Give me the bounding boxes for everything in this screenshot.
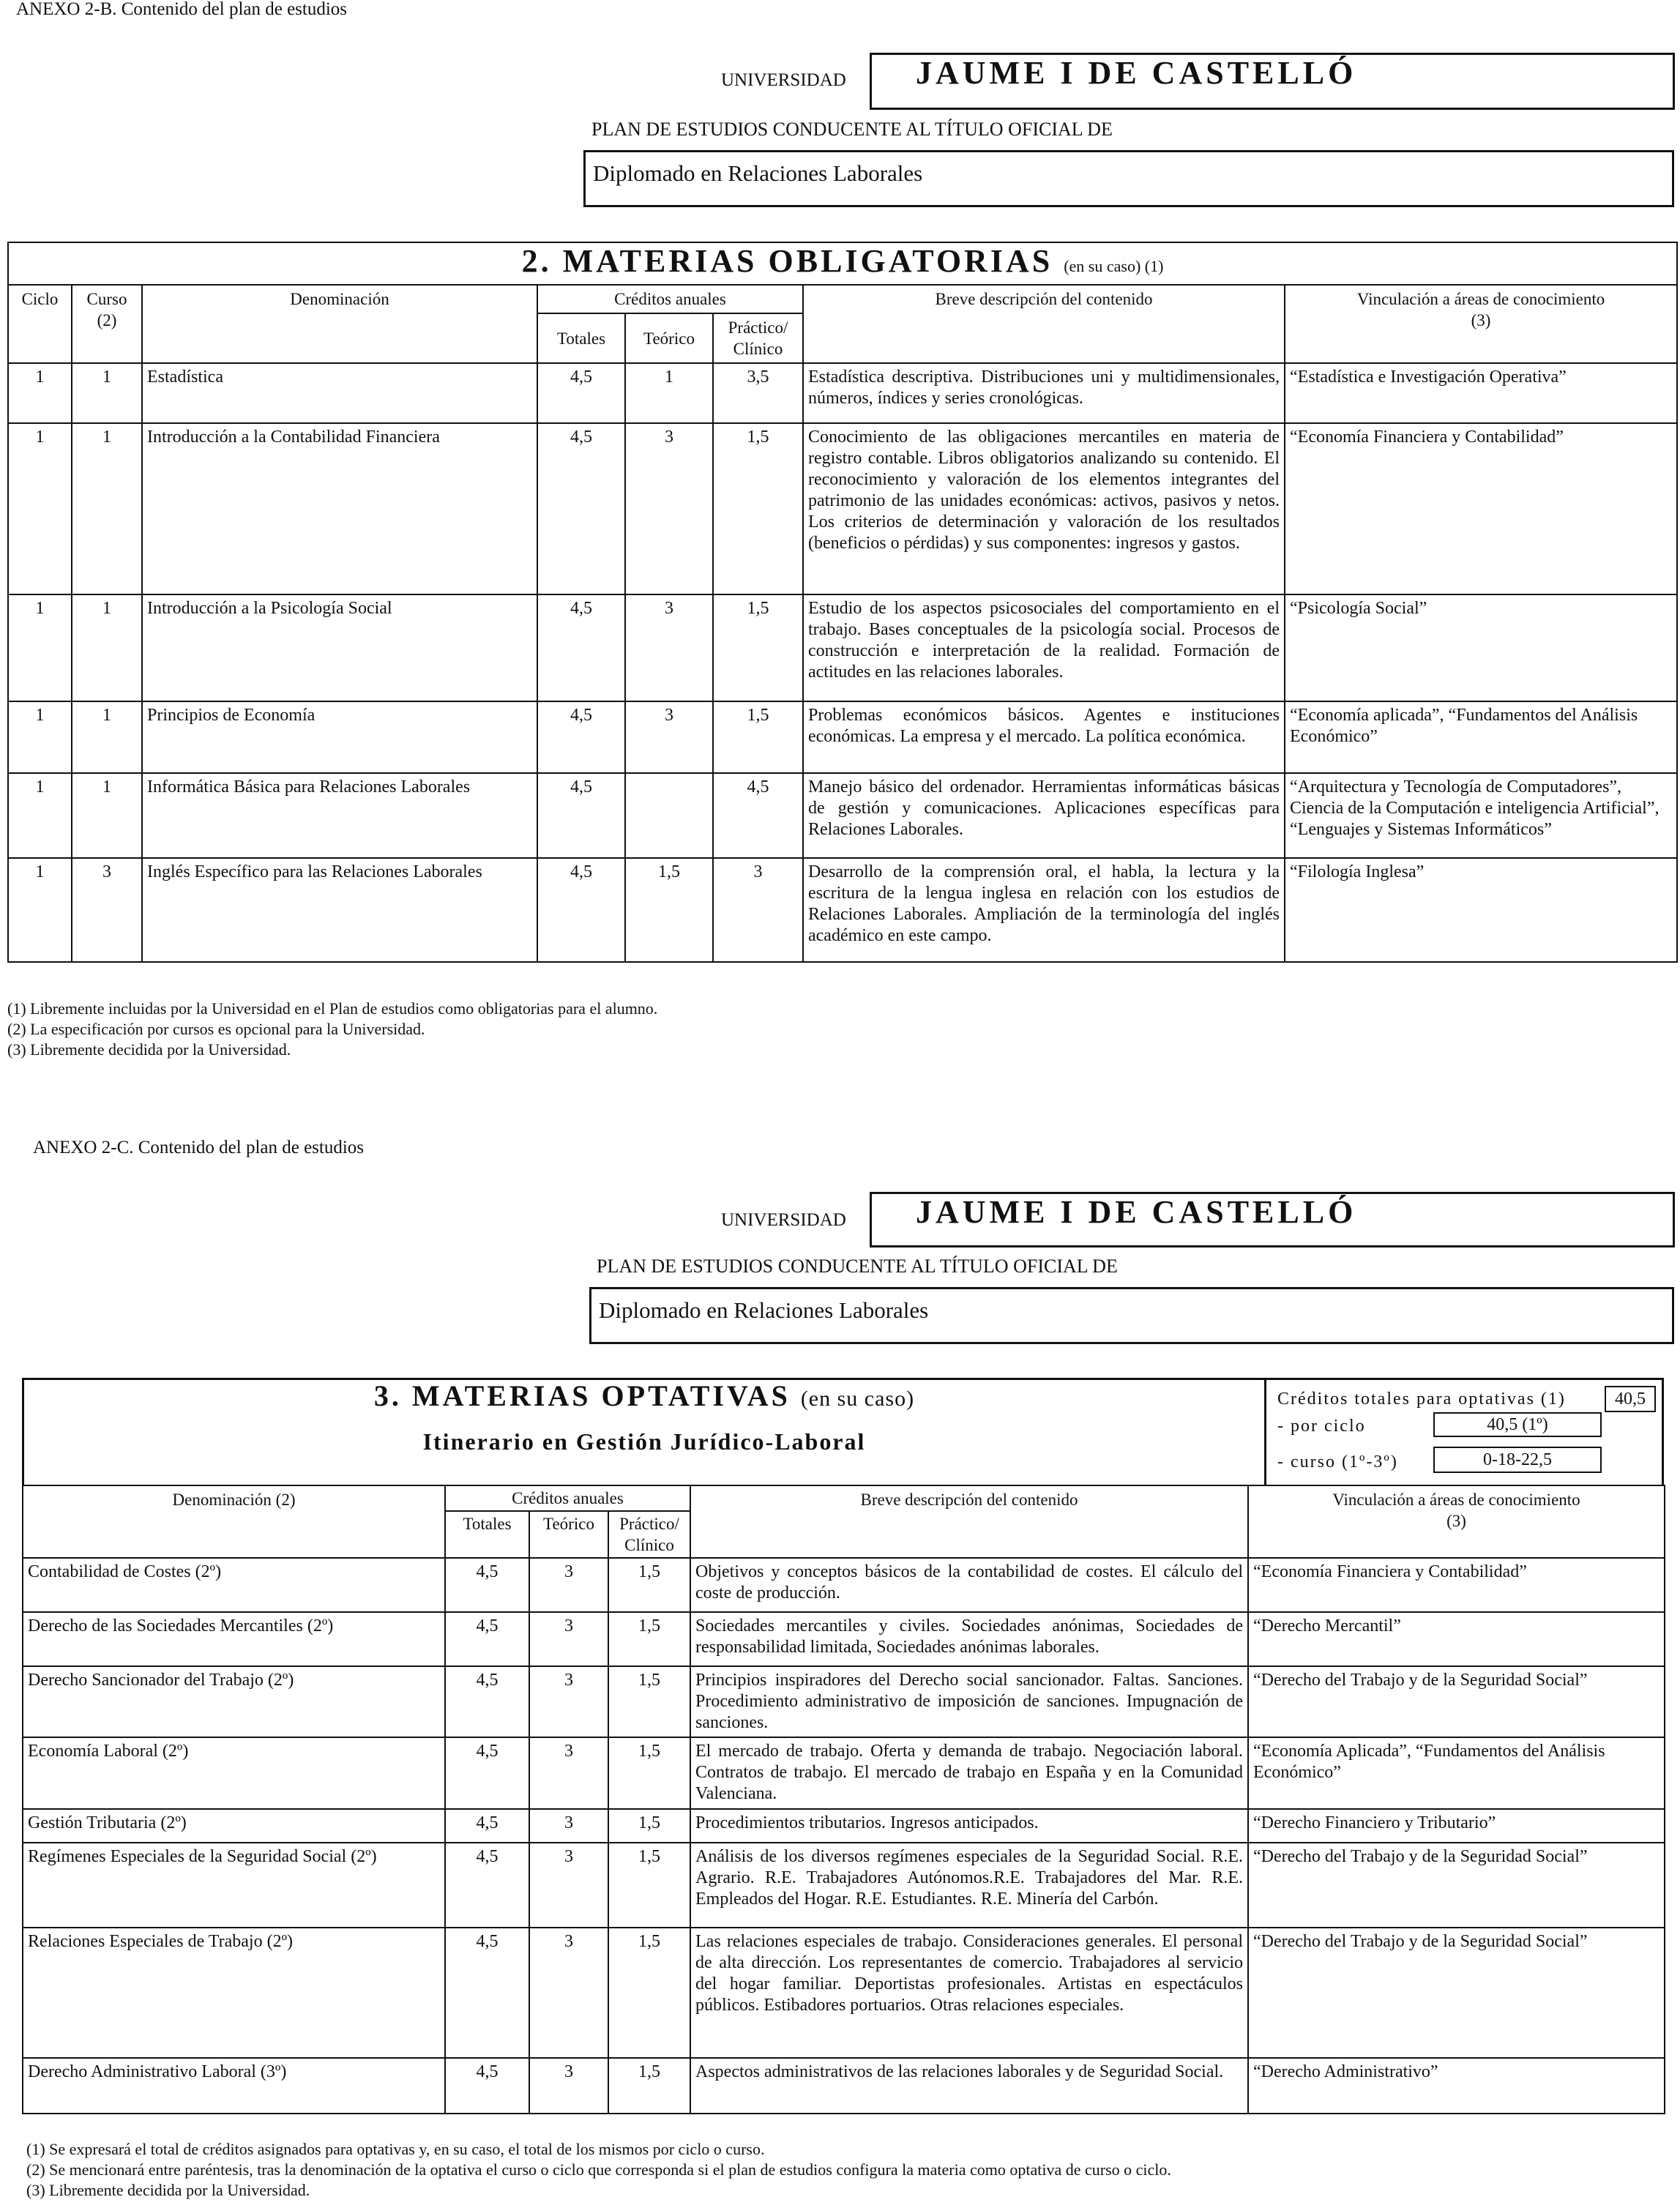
- cell-denominacion: Introducción a la Psicología Social: [142, 594, 537, 701]
- cell-descripcion: Análisis de los diversos regímenes especiales de la Seguridad Social. R.E. Agrario. R.E. Trabajadores Autónomos.R.E. Trabajadores del Mar. R.E. Empleados del Hogar. R.E. Estudiantes. R.E. Minería del Carbón.: [690, 1843, 1248, 1928]
- cell-denominacion: Derecho Sancionador del Trabajo (2º): [23, 1666, 445, 1737]
- cell-teorico: 1,5: [625, 858, 713, 962]
- cell-teorico: 3: [625, 701, 713, 773]
- cell-areas: “Economía Financiera y Contabilidad”: [1248, 1558, 1665, 1612]
- credits-total-value: 40,5: [1605, 1386, 1656, 1412]
- table-row: [23, 1843, 1665, 1928]
- section-title-text: 2. MATERIAS OBLIGATORIAS: [521, 243, 1053, 279]
- cell-areas: “Derecho del Trabajo y de la Seguridad Social”: [1248, 1843, 1665, 1928]
- cell-denominacion: Informática Básica para Relaciones Laborales: [142, 773, 537, 858]
- cell-ciclo: 1: [8, 363, 72, 423]
- cell-descripcion: Problemas económicos básicos. Agentes e instituciones económicas. La empresa y el mercado. La política económica.: [803, 701, 1285, 773]
- cell-denominacion: Principios de Economía: [142, 701, 537, 773]
- cell-areas: “Economía aplicada”, “Fundamentos del Análisis Económico”: [1285, 701, 1677, 773]
- col-teorico: Teórico: [529, 1511, 608, 1558]
- cell-practico: 1,5: [608, 1558, 690, 1612]
- cell-teorico: 3: [529, 1737, 608, 1809]
- cell-totales: 4,5: [445, 1612, 529, 1666]
- cell-areas: “Psicología Social”: [1285, 594, 1677, 701]
- cell-areas: “Filología Inglesa”: [1285, 858, 1677, 962]
- cell-teorico: 3: [529, 1612, 608, 1666]
- cell-practico: 1,5: [713, 423, 803, 594]
- university-label: UNIVERSIDAD: [721, 70, 846, 90]
- cell-totales: 4,5: [445, 1558, 529, 1612]
- divider: [1264, 1378, 1266, 1485]
- cell-practico: 4,5: [713, 773, 803, 858]
- footnote: (1) Se expresará el total de créditos asignados para optativas y, en su caso, el total de los mismos por ciclo o curso.: [26, 2140, 765, 2158]
- cell-teorico: 3: [529, 1928, 608, 2058]
- footnote: (3) Libremente decidida por la Universidad.: [7, 1040, 291, 1059]
- cell-descripcion: Manejo básico del ordenador. Herramientas informáticas básicas de gestión y comunicaciones. Aplicaciones específicas para Relaciones Laborales.: [803, 773, 1285, 858]
- credits-curso-label: - curso (1º-3º): [1277, 1452, 1398, 1472]
- cell-areas: “Arquitectura y Tecnología de Computadores”, Ciencia de la Computación e inteligencia Artificial”, “Lenguajes y Sistemas Informáticos”: [1285, 773, 1677, 858]
- optional-title-text: 3. MATERIAS OPTATIVAS: [373, 1379, 791, 1412]
- col-vinculacion-label: Vinculación a áreas de conocimiento: [1332, 1491, 1580, 1509]
- cell-denominacion: Derecho de las Sociedades Mercantiles (2º): [23, 1612, 445, 1666]
- cell-totales: 4,5: [445, 1809, 529, 1843]
- cell-descripcion: Estadística descriptiva. Distribuciones uni y multidimensionales, números, índices y series cronológicas.: [803, 363, 1285, 423]
- cell-totales: 4,5: [445, 1928, 529, 2058]
- cell-totales: 4,5: [537, 773, 625, 858]
- cell-practico: 1,5: [608, 1843, 690, 1928]
- cell-teorico: 3: [529, 1809, 608, 1843]
- credits-ciclo-label: - por ciclo: [1277, 1417, 1366, 1436]
- cell-practico: 1,5: [608, 1737, 690, 1809]
- col-teorico: Teórico: [625, 313, 713, 363]
- col-vinculacion-label: Vinculación a áreas de conocimiento: [1356, 290, 1605, 308]
- section-note: (en su caso) (1): [1064, 257, 1164, 275]
- col-ciclo: Ciclo: [8, 285, 72, 363]
- cell-descripcion: El mercado de trabajo. Oferta y demanda de trabajo. Negociación laboral. Contratos de trabajo. El mercado de trabajo en España y en la Comunidad Valenciana.: [690, 1737, 1248, 1809]
- cell-practico: 1,5: [608, 1809, 690, 1843]
- col-vinculacion-note: (3): [1446, 1512, 1466, 1530]
- cell-totales: 4,5: [445, 1843, 529, 1928]
- table-row: [8, 858, 1677, 962]
- cell-denominacion: Inglés Específico para las Relaciones Laborales: [142, 858, 537, 962]
- cell-teorico: 3: [529, 1843, 608, 1928]
- table-row: [8, 423, 1677, 594]
- col-descripcion: Breve descripción del contenido: [803, 285, 1285, 363]
- cell-practico: 1,5: [608, 1666, 690, 1737]
- table-row: [8, 594, 1677, 701]
- cell-descripcion: Las relaciones especiales de trabajo. Consideraciones generales. El personal de alta dirección. Los representantes de comercio. Trabajadores al servicio del hogar familiar. Deportistas profesionales. Artistas en espectáculos públicos. Estibadores portuarios. Otras relaciones especiales.: [690, 1928, 1248, 2058]
- cell-teorico: 3: [529, 1558, 608, 1612]
- cell-teorico: 3: [625, 423, 713, 594]
- footnote: (3) Libremente decidida por la Universidad.: [26, 2181, 310, 2199]
- col-practico: Práctico/ Clínico: [713, 313, 803, 363]
- cell-teorico: 1: [625, 363, 713, 423]
- annex-c-header: ANEXO 2-C. Contenido del plan de estudios: [33, 1138, 365, 1157]
- cell-totales: 4,5: [537, 363, 625, 423]
- cell-areas: “Derecho del Trabajo y de la Seguridad Social”: [1248, 1666, 1665, 1737]
- annex-b-header: ANEXO 2-B. Contenido del plan de estudios: [16, 0, 348, 19]
- cell-denominacion: Introducción a la Contabilidad Financiera: [142, 423, 537, 594]
- cell-descripcion: Conocimiento de las obligaciones mercantiles en materia de registro contable. Libros obligatorios analizando su contenido. El reconocimiento y valoración de los elementos integrantes del patrimonio de las unidades económicas: activos, pasivos y netos. Los criterios de determinación y valoración de los resultados (beneficios o pérdidas) y sus componentes: ingresos y gastos.: [803, 423, 1285, 594]
- cell-curso: 1: [72, 594, 142, 701]
- footnote: (2) Se mencionará entre paréntesis, tras la denominación de la optativa el curso o ciclo que corresponda si el plan de estudios configura la materia como optativa de curso o ciclo.: [26, 2160, 1171, 2179]
- col-totales: Totales: [445, 1511, 529, 1558]
- col-creditos: Créditos anuales: [537, 285, 803, 313]
- table-row: [23, 1737, 1665, 1809]
- cell-areas: “Derecho Mercantil”: [1248, 1612, 1665, 1666]
- col-curso-note: (2): [97, 311, 117, 329]
- cell-teorico: 3: [529, 2058, 608, 2114]
- col-totales: Totales: [537, 313, 625, 363]
- cell-denominacion: Economía Laboral (2º): [23, 1737, 445, 1809]
- cell-ciclo: 1: [8, 858, 72, 962]
- table-row: [23, 1809, 1665, 1843]
- cell-curso: 3: [72, 858, 142, 962]
- university-name: JAUME I DE CASTELLÓ: [870, 1192, 1675, 1247]
- cell-practico: 1,5: [608, 1928, 690, 2058]
- footnote: (2) La especificación por cursos es opcional para la Universidad.: [7, 1020, 425, 1038]
- col-vinculacion: [1248, 1485, 1665, 1558]
- footnote: (1) Libremente incluidas por la Universidad en el Plan de estudios como obligatorias para el alumno.: [7, 999, 658, 1018]
- cell-areas: “Economía Financiera y Contabilidad”: [1285, 423, 1677, 594]
- cell-totales: 4,5: [537, 423, 625, 594]
- cell-teorico: [625, 773, 713, 858]
- itinerary-title: Itinerario en Gestión Jurídico-Laboral: [422, 1428, 866, 1455]
- cell-teorico: 3: [529, 1666, 608, 1737]
- cell-descripcion: Procedimientos tributarios. Ingresos anticipados.: [690, 1809, 1248, 1843]
- cell-totales: 4,5: [445, 1737, 529, 1809]
- cell-practico: 3: [713, 858, 803, 962]
- cell-descripcion: Objetivos y conceptos básicos de la contabilidad de costes. El cálculo del coste de producción.: [690, 1558, 1248, 1612]
- mandatory-subjects-table: [7, 242, 1678, 963]
- cell-descripcion: Desarrollo de la comprensión oral, el habla, la lectura y la escritura de la lengua inglesa en relación con los estudios de Relaciones Laborales. Ampliación de la terminología del inglés académico en este campo.: [803, 858, 1285, 962]
- col-denominacion: Denominación: [142, 285, 537, 363]
- annex-b-footnotes: [7, 999, 657, 1060]
- cell-denominacion: Estadística: [142, 363, 537, 423]
- cell-areas: “Economía Aplicada”, “Fundamentos del Análisis Económico”: [1248, 1737, 1665, 1809]
- cell-areas: “Derecho Financiero y Tributario”: [1248, 1809, 1665, 1843]
- cell-denominacion: Derecho Administrativo Laboral (3º): [23, 2058, 445, 2114]
- cell-denominacion: Contabilidad de Costes (2º): [23, 1558, 445, 1612]
- cell-practico: 1,5: [713, 594, 803, 701]
- optional-title-note: (en su caso): [800, 1387, 915, 1411]
- credits-curso-value: 0-18-22,5: [1433, 1447, 1602, 1473]
- section-title: [8, 242, 1677, 285]
- degree-title: Diplomado en Relaciones Laborales: [589, 1287, 1674, 1344]
- plan-label: PLAN DE ESTUDIOS CONDUCENTE AL TÍTULO OFICIAL DE: [597, 1256, 1118, 1277]
- cell-totales: 4,5: [445, 1666, 529, 1737]
- cell-descripcion: Principios inspiradores del Derecho social sancionador. Faltas. Sanciones. Procedimiento administrativo de imposición de sanciones. Impugnación de sanciones.: [690, 1666, 1248, 1737]
- col-practico: Práctico/ Clínico: [608, 1511, 690, 1558]
- cell-curso: 1: [72, 773, 142, 858]
- col-curso-label: Curso: [86, 290, 127, 308]
- cell-practico: 1,5: [608, 1612, 690, 1666]
- annex-c-footnotes: [26, 2139, 1171, 2201]
- table-row: [23, 1928, 1665, 2058]
- cell-areas: “Estadística e Investigación Operativa”: [1285, 363, 1677, 423]
- table-row: [23, 1666, 1665, 1737]
- cell-ciclo: 1: [8, 773, 72, 858]
- cell-curso: 1: [72, 701, 142, 773]
- col-curso: [72, 285, 142, 363]
- cell-ciclo: 1: [8, 701, 72, 773]
- table-row: [23, 1612, 1665, 1666]
- cell-practico: 1,5: [608, 2058, 690, 2114]
- cell-totales: 4,5: [537, 594, 625, 701]
- cell-denominacion: Regímenes Especiales de la Seguridad Social (2º): [23, 1843, 445, 1928]
- cell-practico: 3,5: [713, 363, 803, 423]
- cell-ciclo: 1: [8, 594, 72, 701]
- cell-curso: 1: [72, 423, 142, 594]
- table-row: [8, 363, 1677, 423]
- cell-areas: “Derecho Administrativo”: [1248, 2058, 1665, 2114]
- cell-descripcion: Aspectos administrativos de las relaciones laborales y de Seguridad Social.: [690, 2058, 1248, 2114]
- col-creditos: Créditos anuales: [445, 1485, 690, 1511]
- cell-practico: 1,5: [713, 701, 803, 773]
- university-name: JAUME I DE CASTELLÓ: [870, 53, 1675, 110]
- optional-subjects-table: [22, 1485, 1665, 2114]
- col-vinculacion-note: (3): [1471, 311, 1491, 329]
- optional-section-title: [22, 1379, 1266, 1412]
- cell-totales: 4,5: [537, 701, 625, 773]
- cell-ciclo: 1: [8, 423, 72, 594]
- cell-totales: 4,5: [537, 858, 625, 962]
- university-label: UNIVERSIDAD: [721, 1210, 846, 1230]
- col-denominacion: Denominación (2): [23, 1485, 445, 1558]
- cell-descripcion: Estudio de los aspectos psicosociales del comportamiento en el trabajo. Bases conceptuales de la psicología social. Procesos de construcción e interpretación de la realidad. Formación de actitudes en las relaciones laborales.: [803, 594, 1285, 701]
- cell-totales: 4,5: [445, 2058, 529, 2114]
- plan-label: PLAN DE ESTUDIOS CONDUCENTE AL TÍTULO OFICIAL DE: [591, 119, 1113, 140]
- table-row: [23, 2058, 1665, 2114]
- cell-teorico: 3: [625, 594, 713, 701]
- cell-denominacion: Relaciones Especiales de Trabajo (2º): [23, 1928, 445, 2058]
- cell-denominacion: Gestión Tributaria (2º): [23, 1809, 445, 1843]
- degree-title: Diplomado en Relaciones Laborales: [583, 150, 1674, 207]
- col-descripcion: Breve descripción del contenido: [690, 1485, 1248, 1558]
- cell-areas: “Derecho del Trabajo y de la Seguridad Social”: [1248, 1928, 1665, 2058]
- credits-total-label: Créditos totales para optativas (1): [1277, 1390, 1566, 1409]
- credits-ciclo-value: 40,5 (1º): [1433, 1412, 1602, 1437]
- table-row: [23, 1558, 1665, 1612]
- col-vinculacion: [1285, 285, 1677, 363]
- table-row: [8, 701, 1677, 773]
- cell-curso: 1: [72, 363, 142, 423]
- cell-descripcion: Sociedades mercantiles y civiles. Sociedades anónimas, Sociedades de responsabilidad limitada, Sociedades anónimas laborales.: [690, 1612, 1248, 1666]
- table-row: [8, 773, 1677, 858]
